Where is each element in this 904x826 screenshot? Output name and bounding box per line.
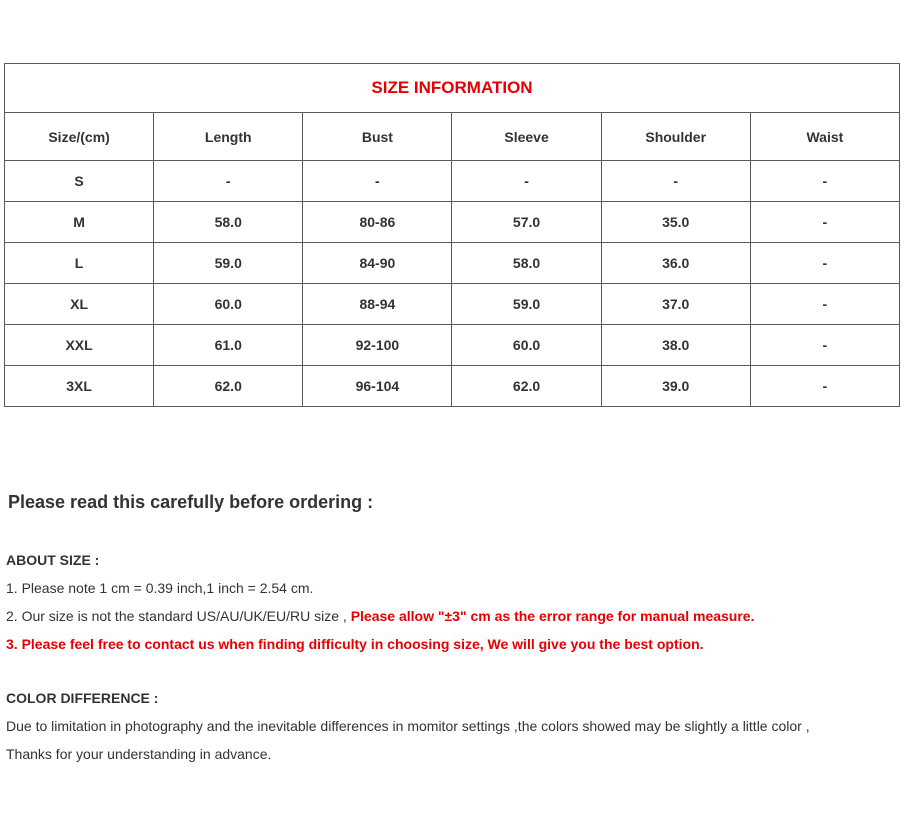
cell-length: 58.0 [154,202,303,243]
cell-bust: 96-104 [303,366,452,407]
cell-bust: 88-94 [303,284,452,325]
table-row [5,284,900,325]
about-size-line-1: 1. Please note 1 cm = 0.39 inch,1 inch = 2.54 cm. [6,580,314,596]
cell-length: 62.0 [154,366,303,407]
table-row [5,243,900,284]
cell-bust: - [303,161,452,202]
header-bust: Bust [303,113,452,161]
cell-shoulder: - [601,161,750,202]
cell-size: XL [5,284,154,325]
cell-shoulder: 38.0 [601,325,750,366]
cell-shoulder: 37.0 [601,284,750,325]
cell-waist: - [750,325,899,366]
cell-size: 3XL [5,366,154,407]
table-row [5,161,900,202]
cell-size: S [5,161,154,202]
cell-sleeve: 62.0 [452,366,601,407]
size-table [4,63,900,407]
cell-bust: 80-86 [303,202,452,243]
color-difference-line-2: Thanks for your understanding in advance. [6,746,272,762]
cell-sleeve: 59.0 [452,284,601,325]
cell-waist: - [750,284,899,325]
table-title: SIZE INFORMATION [5,64,900,113]
about-size-title: ABOUT SIZE : [6,552,100,568]
cell-length: 61.0 [154,325,303,366]
cell-shoulder: 39.0 [601,366,750,407]
cell-sleeve: - [452,161,601,202]
cell-length: 59.0 [154,243,303,284]
cell-waist: - [750,243,899,284]
table-row [5,202,900,243]
cell-size: L [5,243,154,284]
color-difference-title: COLOR DIFFERENCE : [6,690,159,706]
cell-length: 60.0 [154,284,303,325]
table-header-row [5,113,900,161]
cell-shoulder: 36.0 [601,243,750,284]
notice-heading: Please read this carefully before ordering : [8,492,374,512]
color-difference-line-1: Due to limitation in photography and the inevitable differences in momitor settings ,the colors showed may be slightly a little color , [6,718,810,734]
cell-size: XXL [5,325,154,366]
header-shoulder: Shoulder [601,113,750,161]
header-waist: Waist [750,113,899,161]
table-title-row [5,64,900,113]
cell-sleeve: 58.0 [452,243,601,284]
about-size-line-2-text: 2. Our size is not the standard US/AU/UK/EU/RU size , [6,608,351,624]
cell-sleeve: 57.0 [452,202,601,243]
cell-bust: 84-90 [303,243,452,284]
cell-waist: - [750,366,899,407]
header-length: Length [154,113,303,161]
table-row [5,366,900,407]
about-size-line-2 [6,608,754,624]
error-range-note: Please allow "±3" cm as the error range for manual measure. [350,608,755,624]
cell-length: - [154,161,303,202]
table-row [5,325,900,366]
header-size: Size/(cm) [5,113,154,161]
cell-size: M [5,202,154,243]
cell-waist: - [750,202,899,243]
cell-shoulder: 35.0 [601,202,750,243]
header-sleeve: Sleeve [452,113,601,161]
cell-bust: 92-100 [303,325,452,366]
cell-sleeve: 60.0 [452,325,601,366]
cell-waist: - [750,161,899,202]
about-size-line-3: 3. Please feel free to contact us when finding difficulty in choosing size, We will give you the best option. [6,636,704,652]
